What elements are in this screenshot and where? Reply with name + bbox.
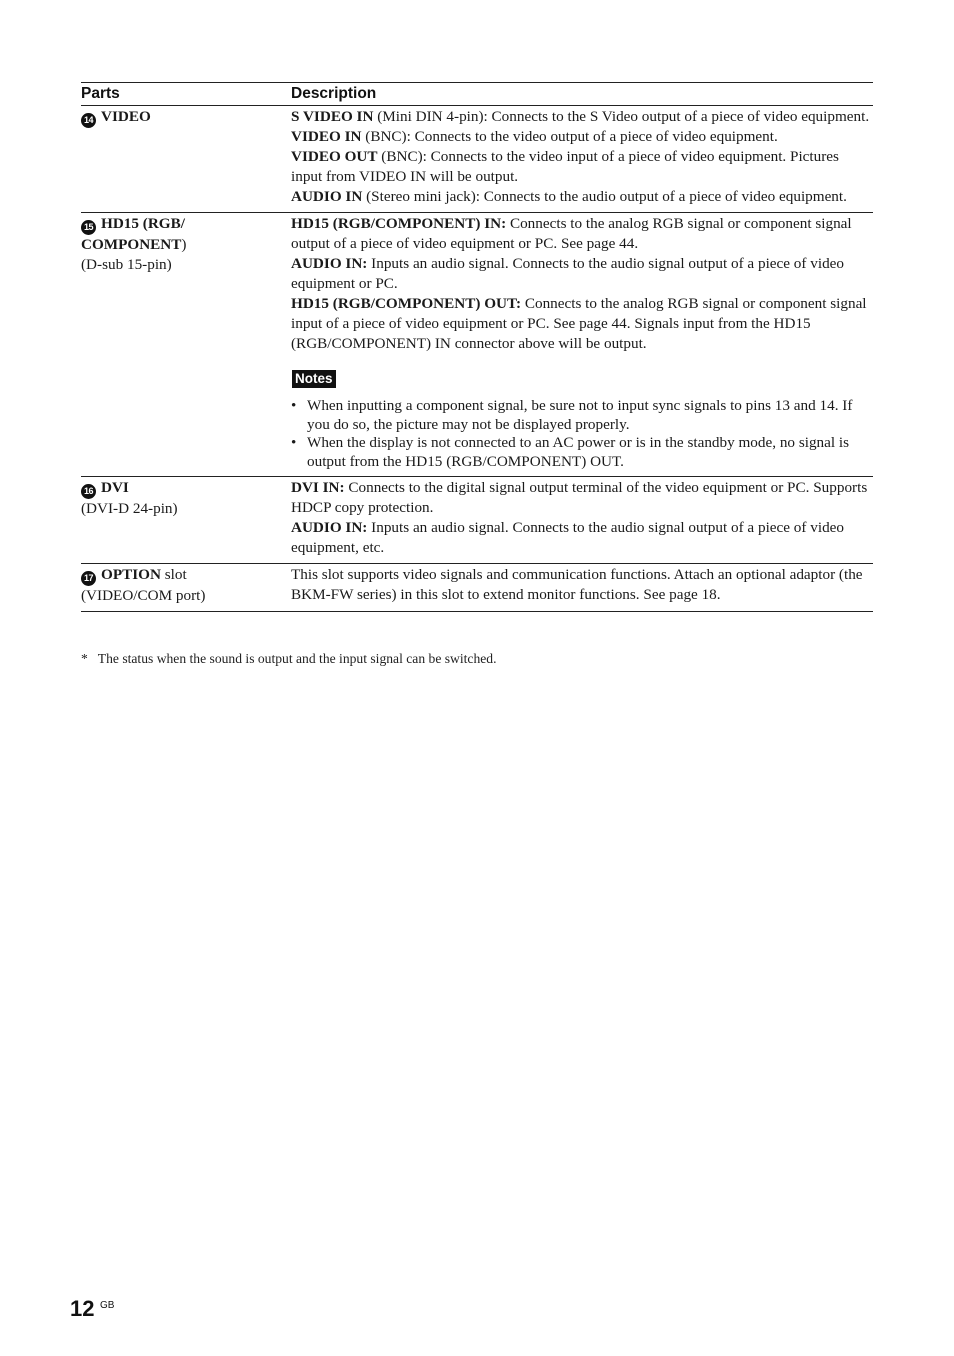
notes-badge: Notes	[292, 370, 336, 388]
number-15-icon: 15	[81, 220, 96, 235]
header-description: Description	[291, 85, 377, 102]
parts-table	[81, 82, 873, 612]
notes-list	[291, 397, 873, 471]
part-name: HD15 (RGB/	[101, 215, 185, 232]
page-locale-suffix: GB	[100, 1300, 115, 1311]
number-17-icon: 17	[81, 571, 96, 586]
description-item: AUDIO IN: Inputs an audio signal. Connects to the audio signal output of a piece of video equipment, etc.	[291, 519, 844, 556]
part-subtitle: (VIDEO/COM port)	[81, 587, 206, 604]
part-name-cont: COMPONENT	[81, 236, 182, 253]
part-cell	[81, 478, 291, 558]
description-item: AUDIO IN: Inputs an audio signal. Connects to the audio signal output of a piece of video equipment or PC.	[291, 255, 844, 292]
description-cell	[291, 478, 873, 558]
part-name: OPTION	[101, 566, 161, 583]
table-row	[81, 564, 873, 612]
footnote-mark: *	[81, 651, 88, 666]
description-cell	[291, 565, 873, 606]
number-16-icon: 16	[81, 484, 96, 499]
table-header	[81, 83, 873, 106]
part-cell: 17 OPTION slot (VIDEO/COM port)	[81, 565, 291, 606]
part-subtitle: (D-sub 15-pin)	[81, 256, 172, 273]
description-item: DVI IN: Connects to the digital signal output terminal of the video equipment or PC. Supports HDCP copy protection.	[291, 479, 868, 516]
description-cell	[291, 214, 873, 471]
description-item: VIDEO IN (BNC): Connects to the video output of a piece of video equipment.	[291, 128, 778, 145]
description-item: HD15 (RGB/COMPONENT) OUT: Connects to the analog RGB signal or component signal input of a piece of video equipment or PC. See page 44. Signals input from the HD15 (RGB/COMPONENT) IN connector above will be output.	[291, 295, 867, 352]
part-cell	[81, 107, 291, 207]
description-item: HD15 (RGB/COMPONENT) IN: Connects to the analog RGB signal or component signal output of a piece of video equipment or PC. See page 44.	[291, 215, 852, 252]
page-number: 12	[70, 1296, 95, 1321]
part-subtitle: (DVI-D 24-pin)	[81, 500, 178, 517]
table-row	[81, 213, 873, 477]
number-14-icon: 14	[81, 113, 96, 128]
description-item: This slot supports video signals and communication functions. Attach an optional adaptor (the BKM-FW series) in this slot to extend monitor functions. See page 18.	[291, 566, 863, 603]
description-item: VIDEO OUT (BNC): Connects to the video input of a piece of video equipment. Pictures input from VIDEO IN will be output.	[291, 148, 839, 185]
table-row	[81, 106, 873, 213]
footnote-text: The status when the sound is output and the input signal can be switched.	[97, 651, 497, 666]
part-name: DVI	[101, 479, 129, 496]
table-row	[81, 477, 873, 564]
note-item: • When the display is not connected to an AC power or is in the standby mode, no signal is output from the HD15 (RGB/COMPONENT) OUT.	[291, 434, 873, 471]
notes-section	[291, 369, 873, 471]
description-item: AUDIO IN (Stereo mini jack): Connects to the audio output of a piece of video equipment.	[291, 188, 847, 205]
note-item: • When inputting a component signal, be sure not to input sync signals to pins 13 and 14. If you do so, the picture may not be displayed properly.	[291, 397, 873, 434]
description-item: S VIDEO IN (Mini DIN 4-pin): Connects to the S Video output of a piece of video equipment.	[291, 108, 870, 125]
part-name: VIDEO	[101, 108, 151, 125]
footnote	[81, 650, 496, 668]
header-parts: Parts	[81, 85, 120, 102]
part-cell: 15 HD15 (RGB/ COMPONENT) (D-sub 15-pin)	[81, 214, 291, 471]
description-cell	[291, 107, 873, 207]
